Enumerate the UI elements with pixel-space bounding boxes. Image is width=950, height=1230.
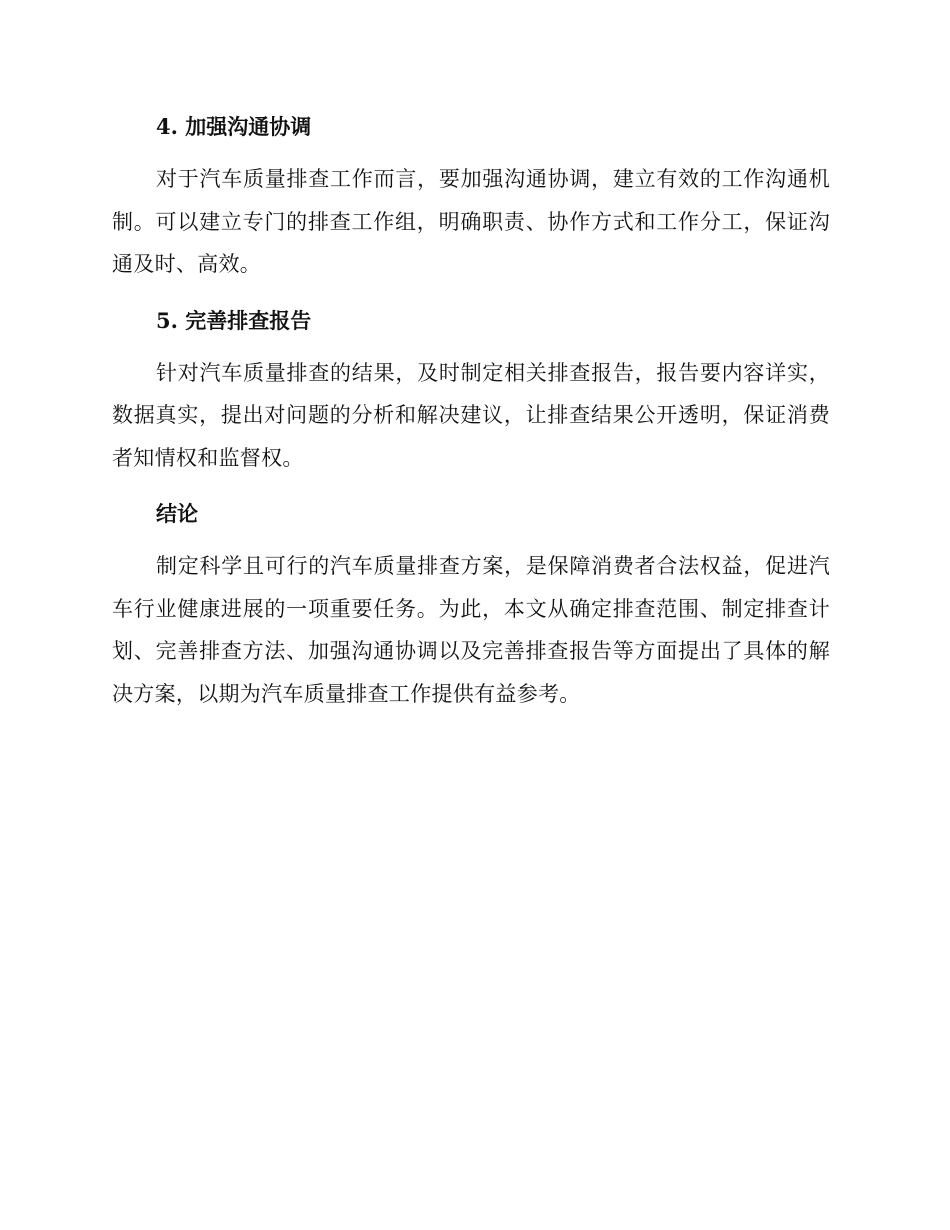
section-paragraph-communication: 对于汽车质量排查工作而言，要加强沟通协调，建立有效的工作沟通机制。可以建立专门的排查工作组，明确职责、协作方式和工作分工，保证沟通及时、高效。 (112, 167, 830, 276)
section-heading-conclusion: 结论 (156, 501, 198, 526)
section-paragraph-conclusion: 制定科学且可行的汽车质量排查方案，是保障消费者合法权益，促进汽车行业健康进展的一项重要任务。为此，本文从确定排查范围、制定排查计划、完善排查方法、加强沟通协调以及完善排查报告等方面提出了具体的解决方案，以期为汽车质量排查工作提供有益参考。 (112, 554, 830, 706)
document-body (112, 112, 830, 715)
section-paragraph-report: 针对汽车质量排查的结果，及时制定相关排查报告，报告要内容详实，数据真实，提出对问题的分析和解决建议，让排查结果公开透明，保证消费者知情权和监督权。 (112, 360, 830, 470)
section-heading-report: 5. 完善排查报告 (156, 307, 312, 333)
section-heading-communication: 4. 加强沟通协调 (156, 114, 312, 139)
